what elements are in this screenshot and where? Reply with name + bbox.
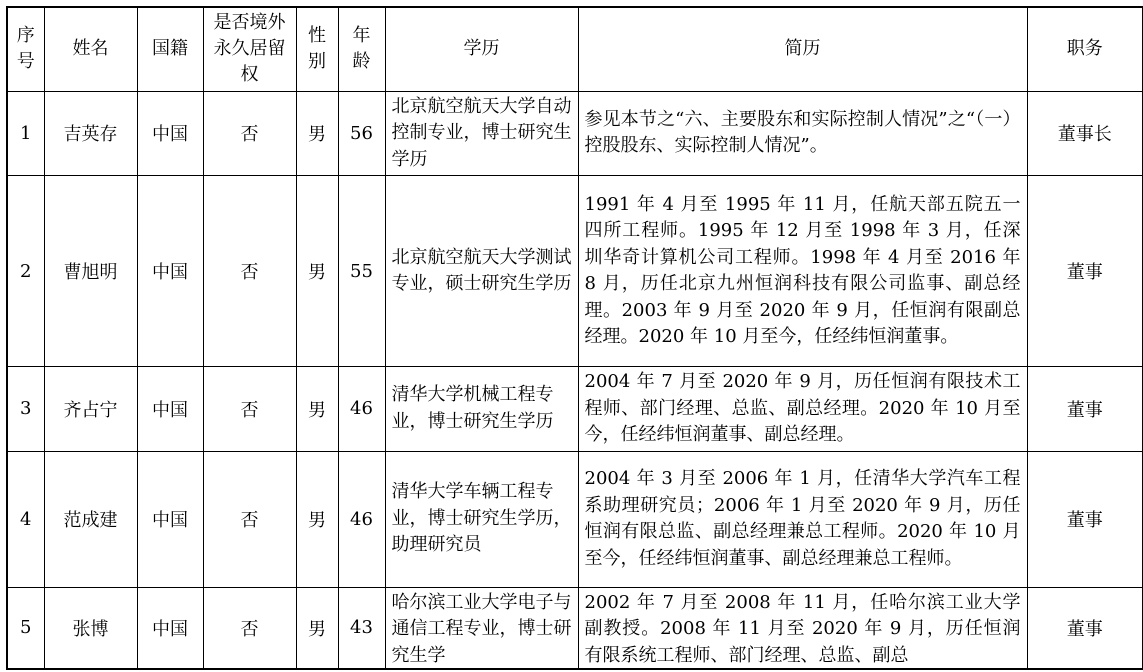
header-nationality: 国籍 (137, 7, 203, 91)
header-gender: 性别 (296, 7, 338, 91)
cell-position: 董事 (1027, 367, 1143, 452)
cell-education: 清华大学车辆工程专业，博士研究生学历，助理研究员 (385, 451, 578, 587)
cell-seq: 3 (7, 367, 44, 452)
table-row (7, 367, 1143, 452)
cell-resume: 1991 年 4 月至 1995 年 11 月，任航天部五院五一四所工程师。1995 年 12 月至 1998 年 3 月，任深圳华奇计算机公司工程师。1998 年 4 月至 2016 年 8 月，历任北京九州恒润科技有限公司监事、副总经理。2003 年 9 月至 2020 年 9 月，任恒润有限副总经理。2020 年 10 月至今，任经纬恒润董事。 (578, 176, 1027, 367)
cell-residency: 否 (203, 367, 296, 452)
cell-gender: 男 (296, 176, 338, 367)
cell-gender: 男 (296, 91, 338, 176)
directors-table (6, 6, 1143, 670)
cell-gender: 男 (296, 587, 338, 669)
cell-resume: 2004 年 7 月至 2020 年 9 月，历任恒润有限技术工程师、部门经理、总监、副总经理。2020 年 10 月至今，任经纬恒润董事、副总经理。 (578, 367, 1027, 452)
cell-age: 43 (338, 587, 385, 669)
cell-nationality: 中国 (137, 451, 203, 587)
cell-resume: 参见本节之“六、主要股东和实际控制人情况”之“（一）控股股东、实际控制人情况”。 (578, 91, 1027, 176)
cell-resume: 2002 年 7 月至 2008 年 11 月，任哈尔滨工业大学副教授。2008 年 11 月至 2020 年 9 月，历任恒润有限系统工程师、部门经理、总监、副总 (584, 591, 1021, 666)
cell-education: 北京航空航天大学测试专业，硕士研究生学历 (385, 176, 578, 367)
header-resume: 简历 (578, 7, 1027, 91)
cell-position: 董事长 (1027, 91, 1143, 176)
header-row (7, 7, 1143, 91)
cell-age: 55 (338, 176, 385, 367)
cell-seq: 2 (7, 176, 44, 367)
cell-nationality: 中国 (137, 91, 203, 176)
cell-residency: 否 (203, 587, 296, 669)
cell-name: 吉英存 (44, 91, 137, 176)
cell-nationality: 中国 (137, 367, 203, 452)
header-residency: 是否境外永久居留权 (203, 7, 296, 91)
cell-name: 范成建 (44, 451, 137, 587)
header-age: 年龄 (338, 7, 385, 91)
cell-position: 董事 (1027, 176, 1143, 367)
header-education: 学历 (385, 7, 578, 91)
cell-gender: 男 (296, 367, 338, 452)
cell-residency: 否 (203, 451, 296, 587)
table-row (7, 587, 1143, 669)
cell-position: 董事 (1027, 451, 1143, 587)
cell-seq: 4 (7, 451, 44, 587)
cell-education: 清华大学机械工程专业，博士研究生学历 (385, 367, 578, 452)
cell-nationality: 中国 (137, 587, 203, 669)
cell-position: 董事 (1027, 587, 1143, 669)
cell-resume: 2004 年 3 月至 2006 年 1 月，任清华大学汽车工程系助理研究员；2006 年 1 月至 2020 年 9 月，历任恒润有限总监、副总经理兼总工程师。2020 年 10 月至今，任经纬恒润董事、副总经理兼总工程师。 (578, 451, 1027, 587)
header-seq: 序号 (7, 7, 44, 91)
cell-name: 张博 (44, 587, 137, 669)
cell-age: 46 (338, 451, 385, 587)
cell-gender: 男 (296, 451, 338, 587)
header-name: 姓名 (44, 7, 137, 91)
cell-name: 齐占宁 (44, 367, 137, 452)
cell-seq: 5 (7, 587, 44, 669)
table-row (7, 176, 1143, 367)
cell-age: 56 (338, 91, 385, 176)
cell-age: 46 (338, 367, 385, 452)
cell-education: 北京航空航天大学自动控制专业，博士研究生学历 (385, 91, 578, 176)
table-row (7, 91, 1143, 176)
cell-residency: 否 (203, 176, 296, 367)
table-row (7, 451, 1143, 587)
cell-nationality: 中国 (137, 176, 203, 367)
cell-seq: 1 (7, 91, 44, 176)
cell-education-cell (385, 587, 578, 669)
cell-resume-cell (578, 587, 1027, 669)
cell-name: 曹旭明 (44, 176, 137, 367)
cell-education: 哈尔滨工业大学电子与通信工程专业，博士研究生学 (391, 591, 572, 666)
header-position: 职务 (1027, 7, 1143, 91)
cell-residency: 否 (203, 91, 296, 176)
